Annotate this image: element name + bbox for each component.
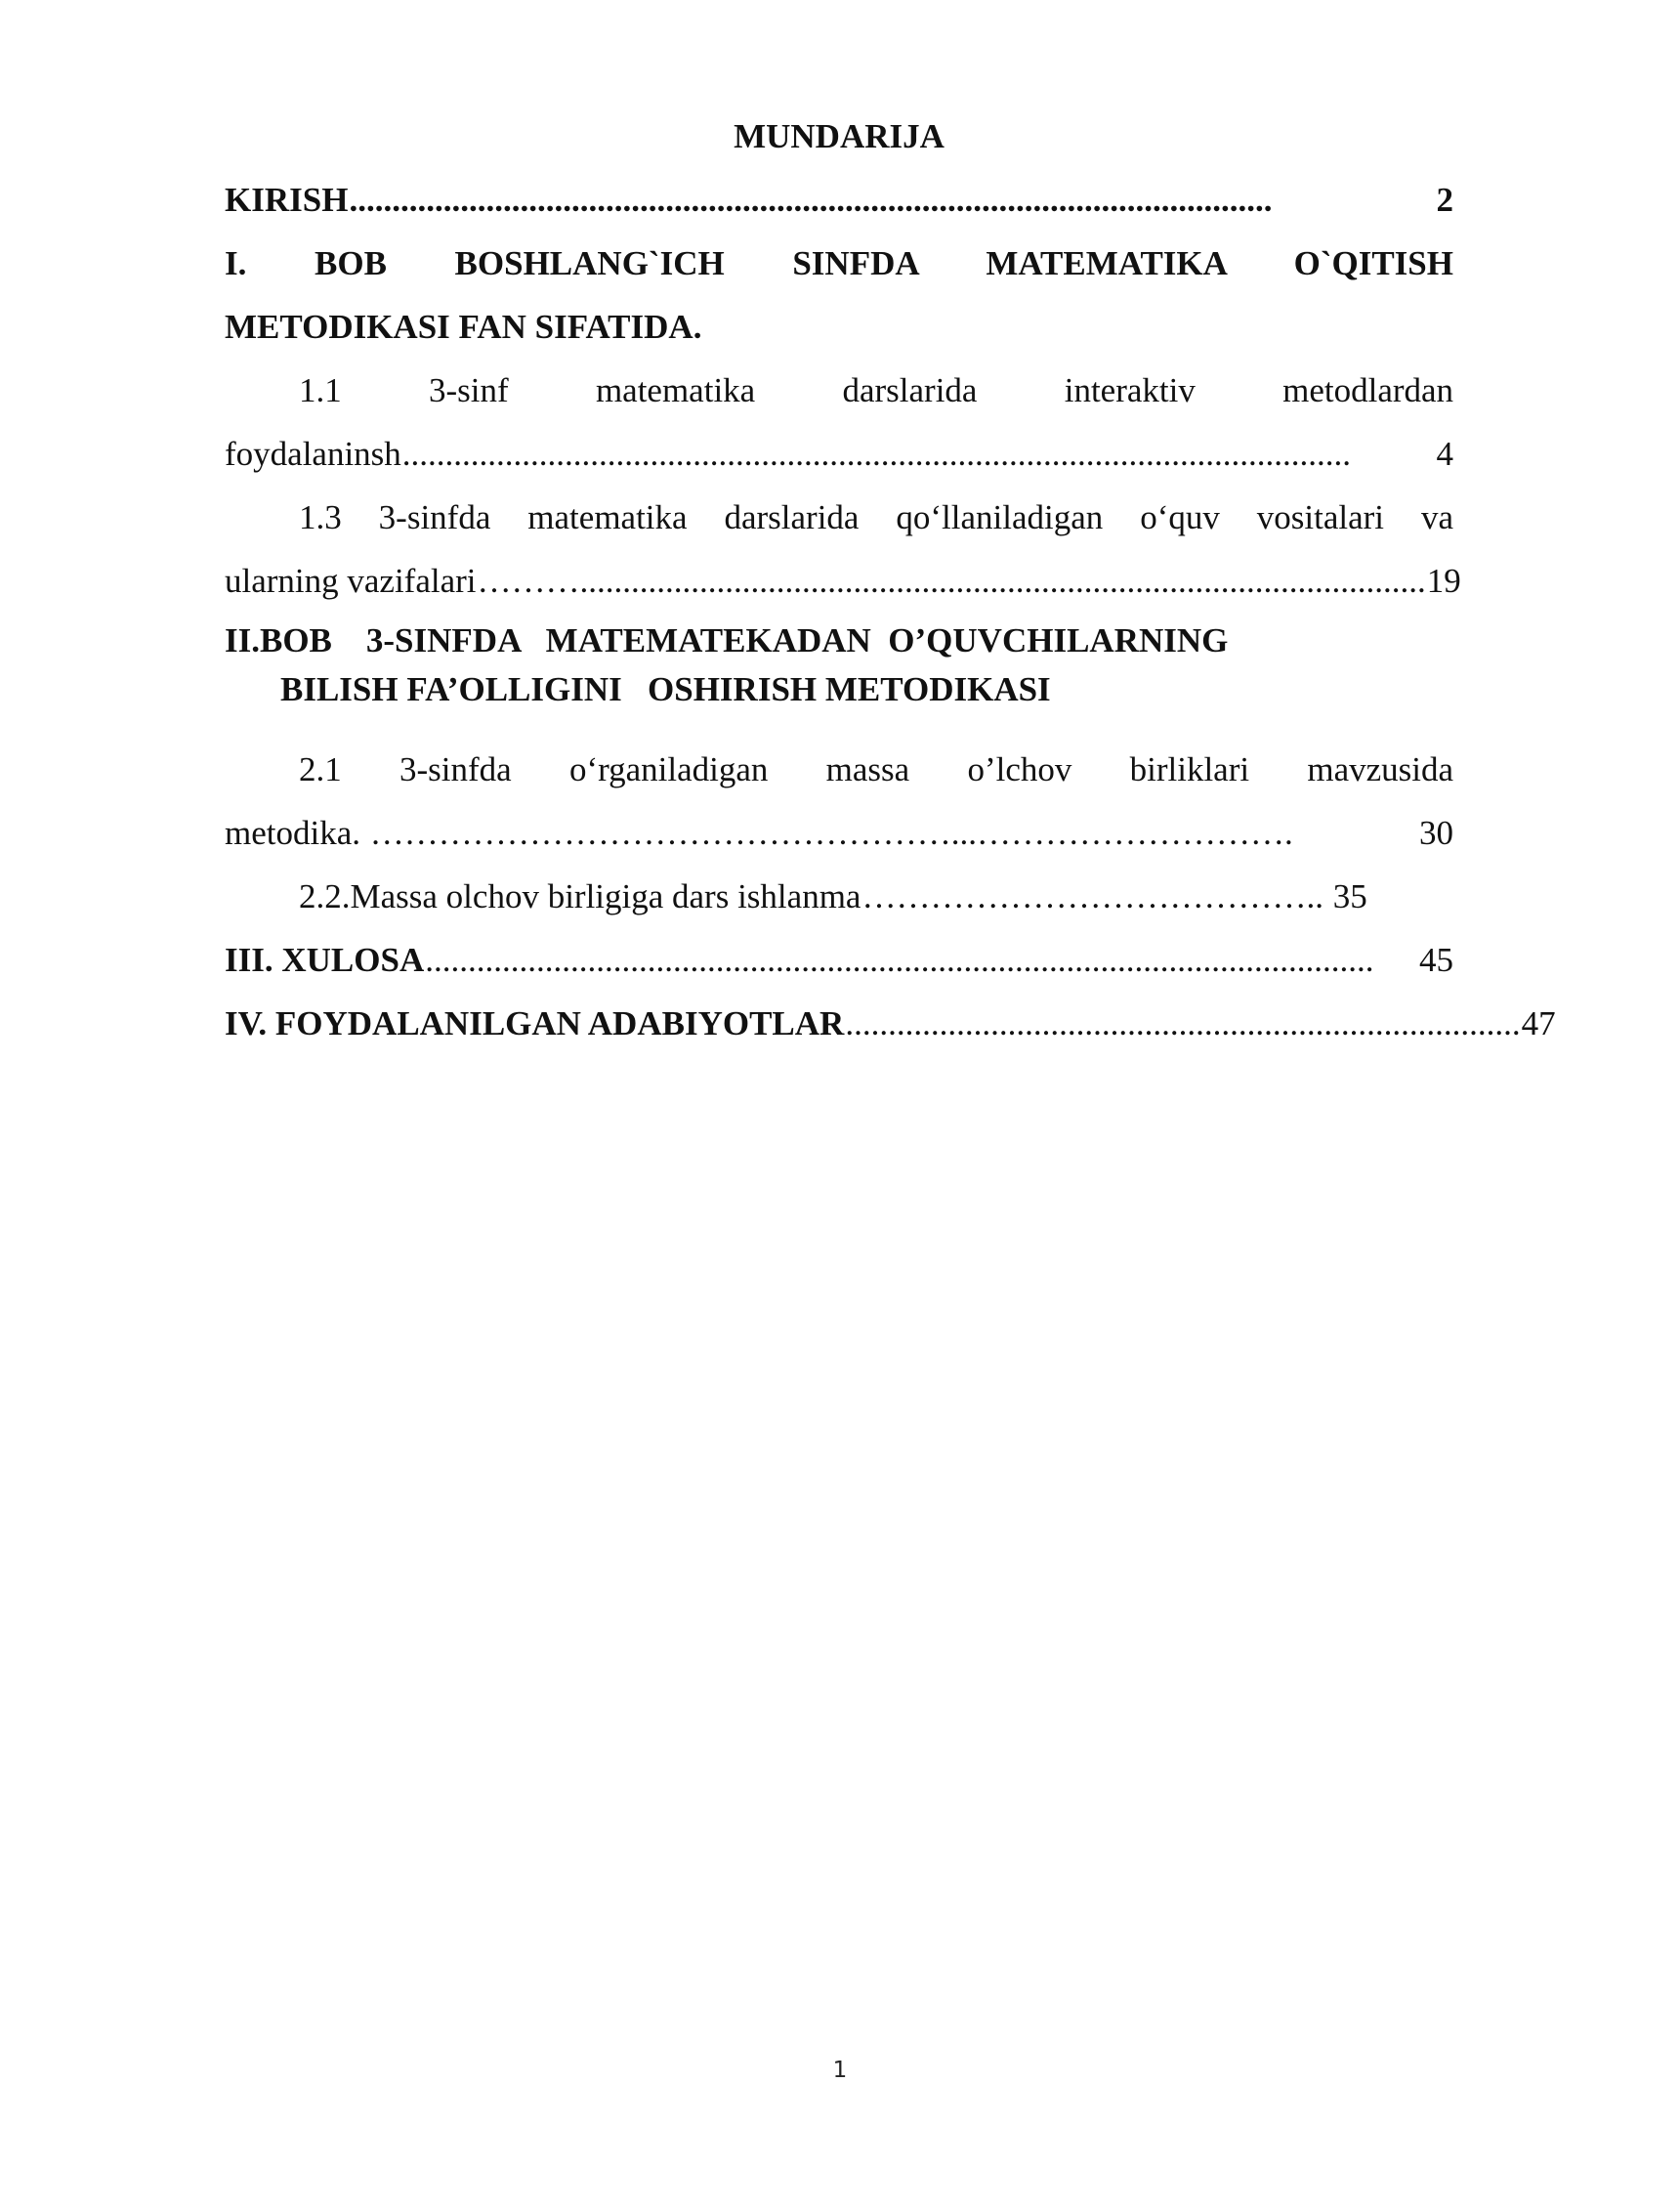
toc-word: massa bbox=[825, 750, 910, 788]
dot-leader: ………................................................................................................... bbox=[477, 562, 1426, 600]
toc-entry-label: foydalaninsh bbox=[225, 435, 401, 473]
toc-word: o‘quv bbox=[1140, 498, 1220, 536]
toc-entry-label: metodika. bbox=[225, 814, 369, 852]
toc-word: darslarida bbox=[724, 498, 860, 536]
toc-page-number: 19 bbox=[1426, 562, 1461, 600]
toc-title: MUNDARIJA bbox=[734, 117, 945, 155]
toc-page-number: 35 bbox=[1332, 877, 1367, 915]
toc-word: o‘rganiladigan bbox=[568, 750, 769, 788]
toc-entry-1-3-line2[interactable] bbox=[225, 549, 1461, 613]
toc-word: qo‘llaniladigan bbox=[896, 498, 1104, 536]
toc-word: metodlardan bbox=[1282, 371, 1454, 409]
dot-leader: ............................................................................... bbox=[845, 1004, 1521, 1042]
toc-word: mavzusida bbox=[1307, 750, 1454, 788]
toc-page-number: 4 bbox=[1436, 435, 1453, 473]
toc-word: matematika bbox=[595, 371, 756, 409]
toc-entry-2-2[interactable] bbox=[225, 865, 1453, 928]
toc-entry-1-3-line1[interactable] bbox=[225, 486, 1453, 549]
toc-word: BOB bbox=[315, 244, 387, 282]
table-of-contents bbox=[225, 106, 1556, 1055]
toc-page-number: 30 bbox=[1419, 814, 1453, 852]
toc-word: 3-sinfda bbox=[378, 498, 491, 536]
toc-word: SINFDA bbox=[792, 244, 918, 282]
toc-word: vositalari bbox=[1256, 498, 1385, 536]
toc-entry-label: ularning vazifalari bbox=[225, 562, 477, 600]
toc-entry-2-1-line2[interactable] bbox=[225, 801, 1453, 865]
toc-word: I. bbox=[225, 244, 247, 282]
toc-entry-bob2-line2: BILISH FA’OLLIGINI OSHIRISH METODIKASI bbox=[280, 670, 1051, 708]
toc-word: O`QITISH bbox=[1293, 244, 1453, 282]
toc-word: matematika bbox=[527, 498, 688, 536]
toc-entry-adabiyotlar[interactable] bbox=[225, 992, 1556, 1055]
toc-entry-2-1-line1[interactable] bbox=[225, 738, 1453, 801]
toc-entry-xulosa[interactable] bbox=[225, 928, 1453, 992]
toc-word: 2.1 3-sinfda bbox=[299, 750, 512, 788]
page-number: 1 bbox=[832, 2058, 848, 2083]
toc-entry-bob1-line2[interactable]: METODIKASI FAN SIFATIDA. bbox=[225, 308, 702, 346]
dot-leader: ………………………………….. bbox=[861, 877, 1332, 915]
toc-page-number: 45 bbox=[1419, 941, 1453, 979]
toc-entry-label: KIRISH bbox=[225, 181, 349, 219]
toc-word: darslarida bbox=[842, 371, 978, 409]
toc-entry-label: IV. FOYDALANILGAN ADABIYOTLAR bbox=[225, 1004, 845, 1042]
toc-entry-label: III. XULOSA bbox=[225, 941, 425, 979]
dot-leader: ............................................................................................................ bbox=[349, 181, 1273, 219]
toc-entry-label: 2.2.Massa olchov birligiga dars ishlanma bbox=[299, 877, 861, 915]
toc-page-number: 47 bbox=[1521, 1004, 1556, 1042]
toc-word: 1.1 bbox=[299, 371, 342, 409]
toc-word: 1.3 bbox=[299, 498, 342, 536]
toc-page-number: 2 bbox=[1436, 181, 1453, 219]
dot-leader: ……………………………………………...………………………. bbox=[369, 814, 1293, 852]
toc-word: interaktiv bbox=[1064, 371, 1196, 409]
dot-leader: ............................................................................................................... bbox=[425, 941, 1374, 979]
toc-entry-1-1-line1[interactable] bbox=[225, 359, 1453, 422]
toc-word: 3-sinf bbox=[429, 371, 509, 409]
toc-word: BOSHLANG`ICH bbox=[454, 244, 725, 282]
toc-entry-bob2[interactable] bbox=[225, 616, 1453, 714]
dot-leader: ............................................................................................................... bbox=[401, 435, 1352, 473]
toc-entry-bob2-line1: II.BOB 3-SINFDA MATEMATEKADAN O’QUVCHILARNING bbox=[225, 621, 1229, 659]
toc-entry-1-1-line2[interactable] bbox=[225, 422, 1453, 486]
toc-entry-kirish[interactable] bbox=[225, 168, 1453, 232]
toc-word: va bbox=[1420, 498, 1453, 536]
toc-word: o’lchov bbox=[967, 750, 1072, 788]
toc-word: birliklari bbox=[1129, 750, 1250, 788]
toc-entry-bob1-line1[interactable] bbox=[225, 232, 1453, 295]
toc-word: MATEMATIKA bbox=[986, 244, 1226, 282]
